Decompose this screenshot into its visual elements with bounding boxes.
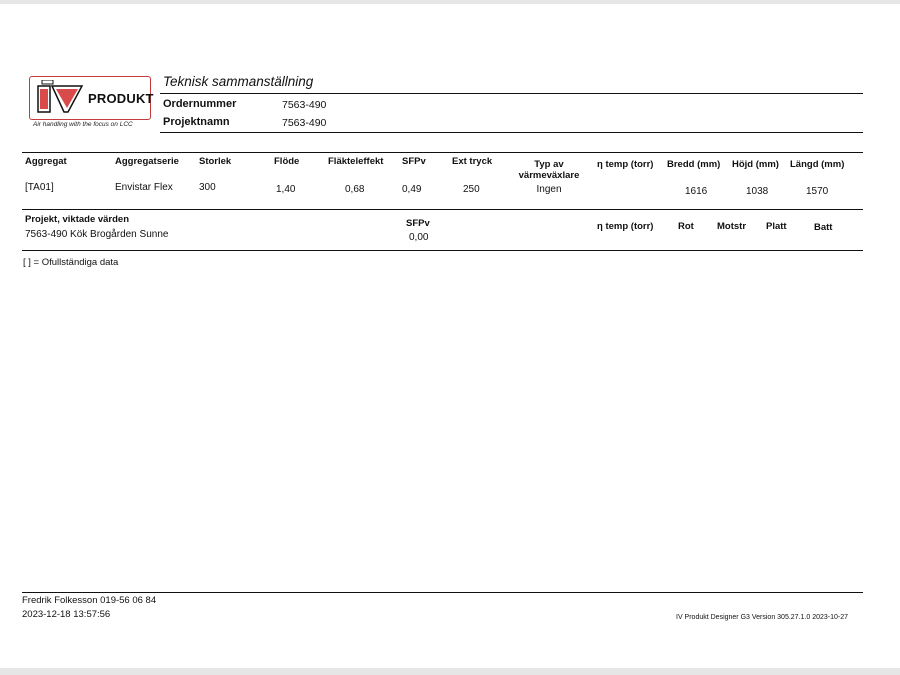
summary-project: 7563-490 Kök Brogården Sunne <box>25 229 169 240</box>
summary-title: Projekt, viktade värden <box>25 214 130 225</box>
col-sfpv: SFPv <box>402 156 426 167</box>
summary-top-divider <box>22 209 863 210</box>
company-logo <box>29 76 154 120</box>
logo-text: PRODUKT <box>88 91 154 106</box>
summary-eta-temp: η temp (torr) <box>597 221 654 232</box>
col-flode: Flöde <box>274 156 300 167</box>
cell-flakteleffekt: 0,68 <box>345 184 365 195</box>
summary-bottom-divider <box>22 250 863 251</box>
project-name-value: 7563-490 <box>282 117 327 129</box>
col-aggregatserie: Aggregatserie <box>115 156 179 167</box>
summary-motstr: Motstr <box>717 221 747 232</box>
project-name-label: Projektnamn <box>163 116 230 128</box>
order-divider <box>160 132 863 133</box>
cell-typ: Ingen <box>536 184 562 195</box>
cell-hojd: 1038 <box>746 186 769 197</box>
col-bredd: Bredd (mm) <box>667 159 721 170</box>
summary-sfpv-label: SFPv <box>406 218 430 229</box>
order-number-label: Ordernummer <box>163 98 237 110</box>
col-typ-line1: Typ av <box>534 159 564 170</box>
summary-rot: Rot <box>678 221 694 232</box>
footer-divider <box>22 592 863 593</box>
order-number-value: 7563-490 <box>282 99 327 111</box>
cell-aggregatserie: Envistar Flex <box>115 182 173 193</box>
cell-bredd: 1616 <box>685 186 708 197</box>
col-typ-line2: värmeväxlare <box>518 170 580 181</box>
col-aggregat: Aggregat <box>25 156 67 167</box>
cell-langd: 1570 <box>806 186 829 197</box>
footer-contact: Fredrik Folkesson 019-56 06 84 <box>22 595 157 606</box>
summary-batt: Batt <box>814 222 833 233</box>
col-storlek: Storlek <box>199 156 232 167</box>
col-eta-temp: η temp (torr) <box>597 159 654 170</box>
logo-tagline: Air handling with the focus on LCC <box>33 121 133 128</box>
col-langd: Längd (mm) <box>790 159 845 170</box>
col-flakteleffekt: Fläkteleffekt <box>328 156 384 167</box>
cell-aggregat: [TA01] <box>25 182 54 193</box>
col-ext-tryck: Ext tryck <box>452 156 493 167</box>
document-title: Teknisk sammanställning <box>163 74 314 89</box>
summary-sfpv-value: 0,00 <box>409 232 429 243</box>
footer-datetime: 2023-12-18 13:57:56 <box>22 609 111 620</box>
incomplete-data-note: [ ] = Ofullständiga data <box>23 257 119 268</box>
cell-sfpv: 0,49 <box>402 184 422 195</box>
footer-software-version: IV Produkt Designer G3 Version 305.27.1.0 2023-10-27 <box>676 614 848 621</box>
document-page <box>0 4 900 668</box>
col-hojd: Höjd (mm) <box>732 159 779 170</box>
cell-storlek: 300 <box>199 182 216 193</box>
summary-platt: Platt <box>766 221 787 232</box>
iv-logo-icon <box>34 80 86 114</box>
title-divider <box>160 93 863 94</box>
table-top-divider <box>22 152 863 153</box>
cell-flode: 1,40 <box>276 184 296 195</box>
cell-ext-tryck: 250 <box>463 184 480 195</box>
